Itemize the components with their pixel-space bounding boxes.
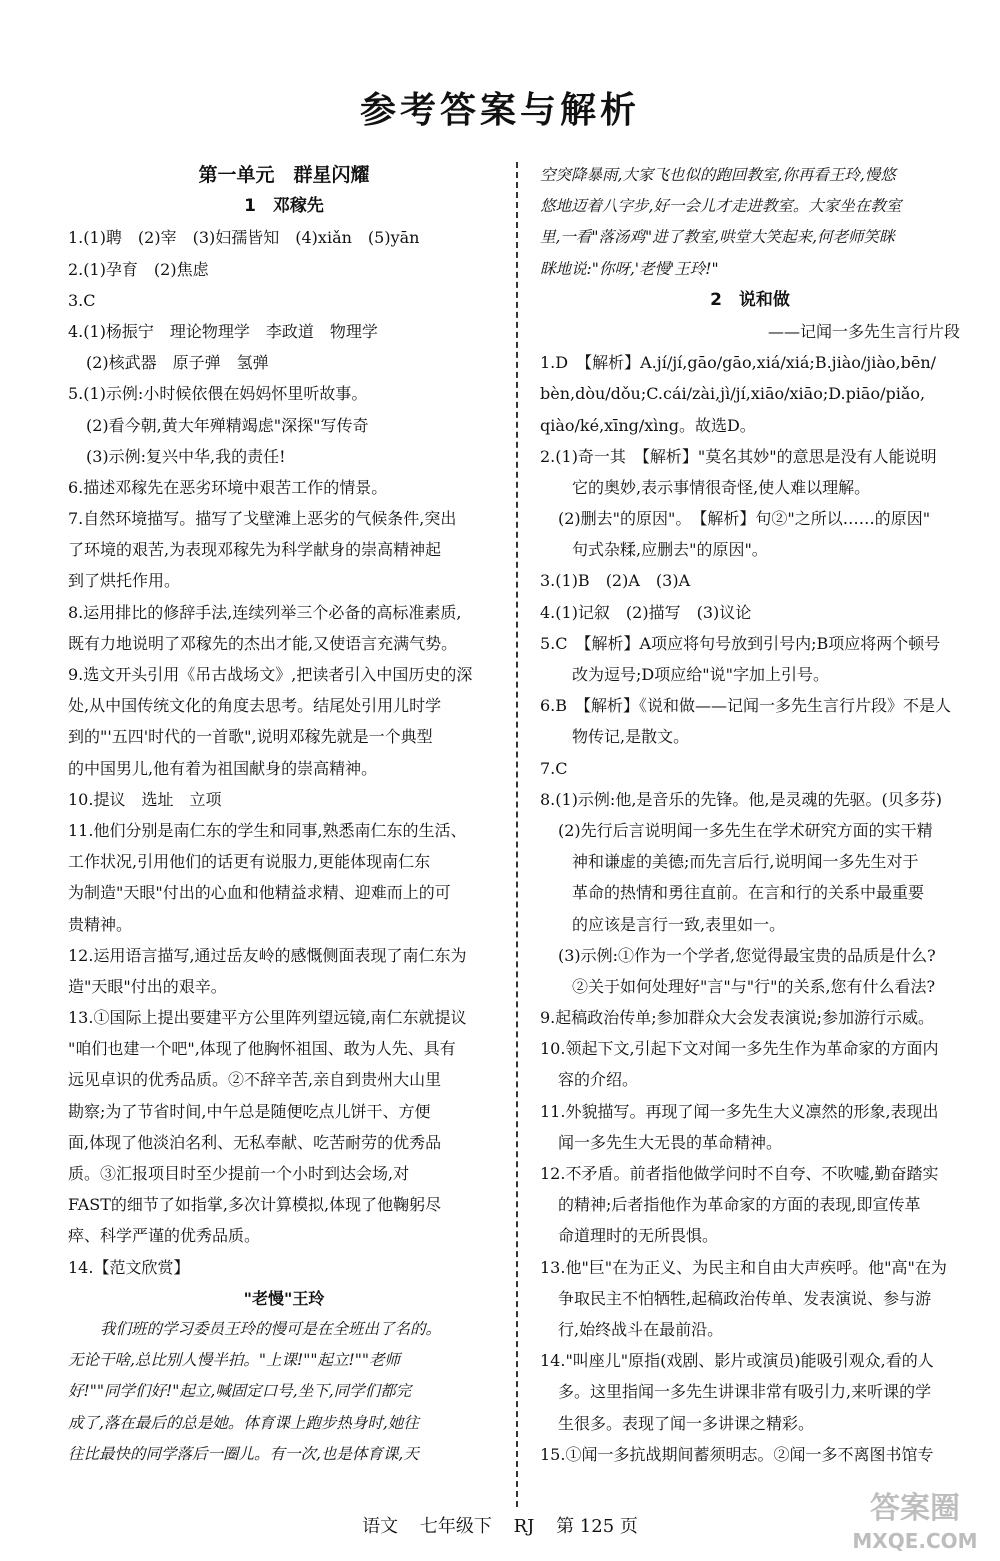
watermark-url: MXQE.COM bbox=[852, 1529, 978, 1553]
answer-line: 12.运用语言描写,通过岳友岭的感慨侧面表现了南仁东为 bbox=[68, 945, 467, 965]
answer-line: 1 邓稼先 bbox=[244, 196, 324, 217]
answer-line: 9.选文开头引用《吊古战场文》,把读者引入中国历史的深 bbox=[68, 665, 473, 684]
answer-line: 8.(1)示例:他,是音乐的先锋。他,是灵魂的先驱。(贝多芬) bbox=[540, 789, 942, 809]
answer-line: 眯地说:"你呀,'老慢'王玲!" bbox=[540, 259, 719, 278]
answer-line: 为制造"天眼"付出的心血和他精益求精、迎难而上的可 bbox=[68, 883, 451, 903]
answer-line: 好!""同学们好!"起立,喊固定口号,坐下,同学们都完 bbox=[68, 1382, 412, 1401]
answer-line: 革命的热情和勇往直前。在言和行的关系中最重要 bbox=[572, 883, 925, 903]
answer-line: 了环境的艰苦,为表现邓稼先为科学献身的崇高精神起 bbox=[68, 540, 442, 560]
answer-line: 到了烘托作用。 bbox=[68, 571, 181, 591]
answer-line: 无论干啥,总比别人慢半拍。"上课!""起立!""老师 bbox=[68, 1351, 401, 1370]
answer-line: 它的奥妙,表示事情很奇怪,使人难以理解。 bbox=[572, 477, 871, 497]
answer-line: 4.(1)记叙 (2)描写 (3)议论 bbox=[540, 602, 752, 622]
answer-line: 15.①闻一多抗战期间蓄须明志。②闻一多不离图书馆专 bbox=[540, 1444, 934, 1464]
answer-line: 成了,落在最后的总是她。体育课上跑步热身时,她往 bbox=[68, 1413, 419, 1432]
answer-line: (2)看今朝,黄大年殚精竭虑"深探"写传奇 bbox=[86, 415, 369, 435]
answer-line: qiào/ké,xīng/xìng。故选D。 bbox=[540, 415, 756, 435]
answer-line: 第一单元 群星闪耀 bbox=[198, 164, 370, 186]
answer-line: 13.①国际上提出要建平方公里阵列望远镜,南仁东就提议 bbox=[68, 1008, 467, 1028]
answer-line: 空突降暴雨,大家飞也似的跑回教室,你再看王玲,慢悠 bbox=[540, 166, 896, 184]
answer-line: 处,从中国传统文化的角度去思考。结尾处引用儿时学 bbox=[68, 696, 442, 716]
answer-line: 的应该是言行一致,表里如一。 bbox=[572, 914, 786, 934]
answer-line: 11.外貌描写。再现了闻一多先生大义凛然的形象,表现出 bbox=[540, 1101, 939, 1121]
answer-line: 质。③汇报项目时至少提前一个小时到达会场,对 bbox=[68, 1164, 410, 1183]
answer-line: 8.运用排比的修辞手法,连续列举三个必备的高标准素质, bbox=[68, 602, 462, 622]
answer-line: 2.(1)孕育 (2)焦虑 bbox=[68, 259, 209, 279]
answer-line: (3)示例:复兴中华,我的责任! bbox=[86, 446, 286, 466]
answer-line: 6.B 【解析】《说和做——记闻一多先生言行片段》不是人 bbox=[540, 696, 952, 716]
answer-line: 争取民主不怕牺牲,起稿政治传单、发表演说、参与游 bbox=[558, 1288, 932, 1308]
watermark-brand: 答案圈 bbox=[870, 1491, 960, 1526]
answer-line: 改为逗号;D项应给"说"字加上引号。 bbox=[572, 665, 829, 684]
answer-line: ②关于如何处理好"言"与"行"的关系,您有什么看法? bbox=[572, 976, 936, 996]
answer-line: 2 说和做 bbox=[710, 289, 790, 310]
answer-line: (2)核武器 原子弹 氢弹 bbox=[86, 353, 269, 373]
answer-line: 多。这里指闻一多先生讲课非常有吸引力,来听课的学 bbox=[558, 1382, 932, 1402]
answer-line: FAST的细节了如指掌,多次计算模拟,体现了他鞠躬尽 bbox=[68, 1195, 442, 1215]
answer-line: 6.描述邓稼先在恶劣环境中艰苦工作的情景。 bbox=[68, 477, 388, 497]
answer-line: 神和谦虚的美德;而先言后行,说明闻一多先生对于 bbox=[572, 852, 919, 872]
answer-line: 工作状况,引用他们的话更有说服力,更能体现南仁东 bbox=[68, 852, 431, 872]
answer-line: "老慢"王玲 bbox=[243, 1288, 325, 1308]
answer-line: 到的"'五四'时代的一首歌",说明邓稼先就是一个典型 bbox=[68, 727, 433, 747]
answer-line: 14."叫座儿"原指(戏剧、影片或演员)能吸引观众,看的人 bbox=[540, 1351, 934, 1371]
watermark-logo bbox=[840, 1478, 990, 1556]
answer-line: 面,体现了他淡泊名利、无私奉献、吃苦耐劳的优秀品 bbox=[68, 1132, 442, 1152]
answer-line: 1.D 【解析】A.jí/jí,gāo/gāo,xiá/xiá;B.jiào/jiào,bēn/ bbox=[540, 353, 937, 373]
answer-line: 9.起稿政治传单;参加群众大会发表演说;参加游行示威。 bbox=[540, 1008, 935, 1028]
answer-line: 往比最快的同学落后一圈儿。有一次,也是体育课,天 bbox=[68, 1444, 419, 1463]
column-divider bbox=[516, 162, 518, 1507]
answer-line: 14.【范文欣赏】 bbox=[68, 1257, 190, 1277]
answer-line: "咱们也建一个吧",体现了他胸怀祖国、敢为人先、具有 bbox=[68, 1039, 456, 1059]
answer-line: 4.(1)杨振宁 理论物理学 李政道 物理学 bbox=[68, 321, 378, 341]
answer-line: 10.领起下文,引起下文对闻一多先生作为革命家的方面内 bbox=[540, 1039, 939, 1059]
answer-line: 1.(1)聘 (2)宰 (3)妇孺皆知 (4)xiǎn (5)yān bbox=[68, 228, 420, 248]
footer-subject: 语文 bbox=[362, 1516, 399, 1537]
answer-line: 7.自然环境描写。描写了戈壁滩上恶劣的气候条件,突出 bbox=[68, 509, 457, 529]
answer-line: 我们班的学习委员王玲的慢可是在全班出了名的。 bbox=[100, 1319, 442, 1338]
answer-line: 瘁、科学严谨的优秀品质。 bbox=[68, 1226, 261, 1246]
answer-line: 里,一看"落汤鸡"进了教室,哄堂大笑起来,何老师笑眯 bbox=[540, 228, 895, 247]
answer-line: 命道理时的无所畏惧。 bbox=[558, 1226, 719, 1246]
answer-line: 12.不矛盾。前者指他做学问时不自夸、不吹嘘,勤奋踏实 bbox=[540, 1164, 939, 1183]
answer-line: 3.C bbox=[68, 290, 96, 310]
answer-line: 贵精神。 bbox=[68, 914, 133, 934]
footer-grade: 七年级下 bbox=[419, 1516, 492, 1537]
answer-line: 10.提议 选址 立项 bbox=[68, 789, 222, 809]
answer-line: 生很多。表现了闻一多讲课之精彩。 bbox=[558, 1413, 815, 1433]
answer-line: 勘察;为了节省时间,中午总是随便吃点儿饼干、方便 bbox=[68, 1101, 431, 1121]
answer-line: 物传记,是散文。 bbox=[572, 727, 690, 747]
page-title: 参考答案与解析 bbox=[359, 90, 640, 131]
answer-line: 造"天眼"付出的艰辛。 bbox=[68, 976, 227, 996]
answer-line: 远见卓识的优秀品质。②不辞辛苦,亲自到贵州大山里 bbox=[68, 1070, 442, 1090]
answer-line: (2)删去"的原因"。 【解析】句②"之所以……的原因" bbox=[558, 509, 931, 529]
answer-line: 2.(1)奇一其 【解析】"莫名其妙"的意思是没有人能说明 bbox=[540, 446, 937, 466]
answer-line: 5.(1)示例:小时候依偎在妈妈怀里听故事。 bbox=[68, 384, 368, 404]
answer-line: 既有力地说明了邓稼先的杰出才能,又使语言充满气势。 bbox=[68, 633, 458, 653]
answer-line: 闻一多先生大无畏的革命精神。 bbox=[558, 1132, 783, 1152]
answer-line: 的中国男儿,他有着为祖国献身的崇高精神。 bbox=[68, 758, 378, 778]
answer-line: 3.(1)B (2)A (3)A bbox=[540, 571, 691, 591]
answer-line: 5.C 【解析】A项应将句号放到引号内;B项应将两个顿号 bbox=[540, 633, 941, 653]
answer-line: 句式杂糅,应删去"的原因"。 bbox=[572, 540, 768, 560]
answer-line: (3)示例:①作为一个学者,您觉得最宝贵的品质是什么? bbox=[558, 945, 936, 965]
answer-line: bèn,dòu/dǒu;C.cái/zài,jì/jí,xiāo/xiāo;D.piāo/piǎo, bbox=[540, 384, 926, 404]
answer-line: 悠地迈着八字步,好一会儿才走进教室。大家坐在教室 bbox=[540, 197, 902, 216]
answer-line: 的精神;后者指他作为革命家的方面的表现,即宣传革 bbox=[558, 1195, 921, 1215]
footer-page-number: 第 125 页 bbox=[556, 1516, 638, 1537]
right-column bbox=[540, 160, 960, 1470]
answer-line: 行,始终战斗在最前沿。 bbox=[558, 1319, 724, 1339]
answer-line: ——记闻一多先生言行片段 bbox=[767, 321, 960, 341]
answer-line: 7.C bbox=[540, 758, 568, 778]
answer-line: 13.他"巨"在为正义、为民主和自由大声疾呼。他"高"在为 bbox=[540, 1257, 947, 1277]
left-column bbox=[68, 160, 500, 1470]
answer-line: 容的介绍。 bbox=[558, 1070, 639, 1090]
footer-edition: RJ bbox=[513, 1516, 535, 1537]
answer-line: (2)先行后言说明闻一多先生在学术研究方面的实干精 bbox=[558, 820, 933, 840]
answer-line: 11.他们分别是南仁东的学生和同事,熟悉南仁东的生活、 bbox=[68, 820, 467, 840]
